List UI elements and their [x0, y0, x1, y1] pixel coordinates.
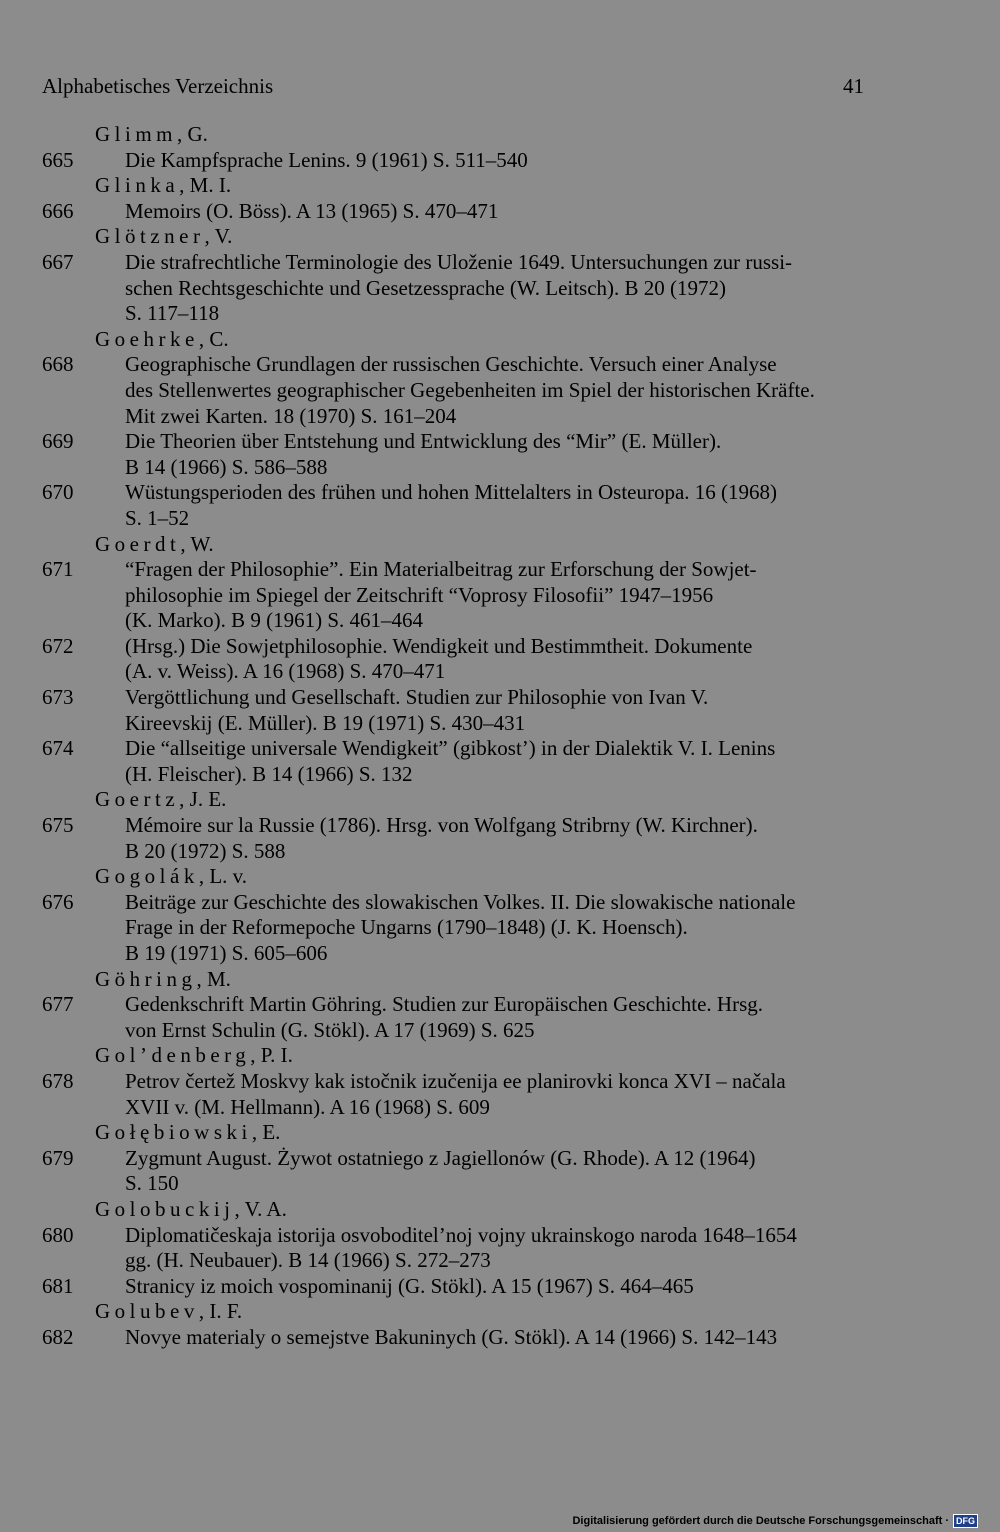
entry-number: 674 — [42, 736, 74, 761]
author-initials: M. — [207, 966, 231, 991]
author-initials: M. I. — [189, 173, 232, 198]
author-heading — [42, 1120, 882, 1146]
entry-line: Die “allseitige universale Wendigkeit” (gibkost’) in der Dialektik V. I. Lenins — [125, 736, 776, 761]
entry-line: Mit zwei Karten. 18 (1970) S. 161–204 — [125, 403, 457, 428]
entry-line: philosophie im Spiegel der Zeitschrift “Voprosy Filosofii” 1947–1956 — [125, 582, 714, 607]
entry-line: schen Rechtsgeschichte und Gesetzessprache (W. Leitsch). B 20 (1972) — [125, 275, 727, 300]
author-initials: J. E. — [189, 787, 227, 812]
entry-line: gg. (H. Neubauer). B 14 (1966) S. 272–273 — [125, 1248, 491, 1273]
entry-line: Die strafrechtliche Terminologie des Uloženie 1649. Untersuchungen zur russi- — [125, 249, 793, 274]
index-entry — [42, 557, 882, 634]
author-surname: Gogolák — [95, 864, 199, 889]
entry-line: (A. v. Weiss). A 16 (1968) S. 470–471 — [125, 659, 446, 684]
author-surname: Golubev — [95, 1299, 199, 1324]
entry-number: 670 — [42, 480, 74, 505]
page-number: 41 — [843, 74, 864, 98]
running-head-title: Alphabetisches Verzeichnis — [42, 74, 274, 98]
entry-line: Novye materialy o semejstve Bakuninych (G. Stökl). A 14 (1966) S. 142–143 — [125, 1324, 778, 1349]
author-separator: , — [198, 1299, 210, 1324]
entry-text — [125, 148, 882, 174]
entry-text — [125, 890, 882, 967]
entry-line: Kireevskij (E. Müller). B 19 (1971) S. 430–431 — [125, 710, 526, 735]
entry-text — [125, 1069, 882, 1120]
author-initials: V. A. — [244, 1196, 287, 1221]
author-heading — [42, 122, 882, 148]
entry-line: S. 1–52 — [125, 505, 190, 530]
entry-line: Vergöttlichung und Gesellschaft. Studien zur Philosophie von Ivan V. — [125, 685, 709, 710]
entry-text — [125, 480, 882, 531]
author-heading — [42, 532, 882, 558]
index-entry — [42, 199, 882, 225]
entry-line: Frage in der Reformepoche Ungarns (1790–1848) (J. K. Hoensch). — [125, 915, 688, 940]
index-entry — [42, 634, 882, 685]
author-separator: , — [177, 122, 188, 146]
author-initials: G. — [187, 122, 208, 146]
index-entry — [42, 148, 882, 174]
index-entry — [42, 890, 882, 967]
entry-line: Mémoire sur la Russie (1786). Hrsg. von Wolfgang Stribrny (W. Kirchner). — [125, 813, 758, 838]
index-entry — [42, 813, 882, 864]
entry-line: Petrov čertež Moskvy kak istočnik izučenija ee planirovki konca XVI – načala — [125, 1068, 786, 1093]
entry-line: Die Theorien über Entstehung und Entwicklung des “Mir” (E. Müller). — [125, 429, 722, 454]
entry-line: Geographische Grundlagen der russischen Geschichte. Versuch einer Analyse — [125, 352, 777, 377]
index-entry — [42, 992, 882, 1043]
author-surname: Glimm — [95, 122, 178, 146]
entry-number: 669 — [42, 429, 74, 454]
entry-number: 676 — [42, 889, 74, 914]
index-entry — [42, 480, 882, 531]
index-entry — [42, 1069, 882, 1120]
author-separator: , — [251, 1120, 263, 1145]
entry-line: XVII v. (M. Hellmann). A 16 (1968) S. 609 — [125, 1094, 490, 1119]
author-heading — [42, 1043, 882, 1069]
entry-text — [125, 1223, 882, 1274]
author-separator: , — [250, 1043, 261, 1068]
entry-line: Stranicy iz moich vospominanij (G. Stökl). A 15 (1967) S. 464–465 — [125, 1273, 694, 1298]
entry-text — [125, 557, 882, 634]
entry-line: Gedenkschrift Martin Göhring. Studien zur Europäischen Geschichte. Hrsg. — [125, 992, 763, 1017]
author-heading — [42, 864, 882, 890]
index-entry — [42, 1325, 882, 1351]
entry-text — [125, 1325, 882, 1351]
entry-text — [125, 429, 882, 480]
entry-line: Diplomatičeskaja istorija osvoboditel’noj vojny ukrainskogo naroda 1648–1654 — [125, 1222, 797, 1247]
entry-line: S. 117–118 — [125, 301, 220, 326]
author-heading — [42, 787, 882, 813]
author-heading — [42, 967, 882, 993]
author-initials: P. I. — [260, 1043, 293, 1068]
author-separator: , — [179, 787, 190, 812]
author-surname: Gołębiowski — [95, 1120, 252, 1145]
entry-text — [125, 250, 882, 327]
author-separator: , — [198, 326, 210, 351]
entry-number: 681 — [42, 1273, 74, 1298]
index-entry — [42, 429, 882, 480]
author-initials: V. — [214, 224, 233, 249]
author-surname: Glötzner — [95, 224, 205, 249]
author-heading — [42, 224, 882, 250]
entry-line: (H. Fleischer). B 14 (1966) S. 132 — [125, 761, 413, 786]
index-entry — [42, 1223, 882, 1274]
author-surname: Glinka — [95, 173, 180, 198]
entry-text — [125, 199, 882, 225]
entry-line: “Fragen der Philosophie”. Ein Materialbeitrag zur Erforschung der Sowjet- — [125, 557, 757, 582]
author-initials: E. — [262, 1120, 281, 1145]
author-separator: , — [196, 966, 207, 991]
entry-line: Memoirs (O. Böss). A 13 (1965) S. 470–471 — [125, 198, 499, 223]
entry-text — [125, 1274, 882, 1300]
author-surname: Göhring — [95, 966, 197, 991]
index-entries — [42, 122, 882, 1351]
author-separator: , — [234, 1196, 245, 1221]
author-surname: Goertz — [95, 787, 180, 812]
entry-text — [125, 813, 882, 864]
index-entry — [42, 1146, 882, 1197]
index-entry — [42, 250, 882, 327]
entry-text — [125, 352, 882, 429]
author-heading — [42, 1299, 882, 1325]
dfg-logo: DFG — [953, 1514, 978, 1528]
author-surname: Goehrke — [95, 326, 199, 351]
entry-line: von Ernst Schulin (G. Stökl). A 17 (1969) S. 625 — [125, 1017, 535, 1042]
entry-number: 673 — [42, 685, 74, 710]
entry-number: 679 — [42, 1145, 74, 1170]
entry-line: Zygmunt August. Żywot ostatniego z Jagiellonów (G. Rhode). A 12 (1964) — [125, 1145, 756, 1170]
entry-text — [125, 634, 882, 685]
entry-number: 678 — [42, 1068, 74, 1093]
author-heading — [42, 327, 882, 353]
author-heading — [42, 173, 882, 199]
author-separator: , — [204, 224, 215, 249]
digitization-credit-text: Digitalisierung gefördert durch die Deutsche Forschungsgemeinschaft · — [572, 1515, 949, 1527]
author-surname: Golobuckij — [95, 1196, 235, 1221]
running-head — [42, 72, 864, 100]
entry-line: (K. Marko). B 9 (1961) S. 461–464 — [125, 608, 424, 633]
author-initials: C. — [209, 326, 229, 351]
entry-text — [125, 992, 882, 1043]
entry-line: (Hrsg.) Die Sowjetphilosophie. Wendigkeit und Bestimmtheit. Dokumente — [125, 633, 753, 658]
entry-number: 668 — [42, 352, 74, 377]
author-surname: Goerdt — [95, 531, 181, 556]
entry-line: Die Kampfsprache Lenins. 9 (1961) S. 511–540 — [125, 147, 528, 172]
entry-number: 665 — [42, 147, 74, 172]
entry-number: 671 — [42, 557, 74, 582]
entry-number: 667 — [42, 249, 74, 274]
entry-number: 680 — [42, 1222, 74, 1247]
entry-line: des Stellenwertes geographischer Gegebenheiten im Spiel der historischen Kräfte. — [125, 377, 815, 402]
author-separator: , — [180, 531, 191, 556]
entry-line: Wüstungsperioden des frühen und hohen Mittelalters in Osteuropa. 16 (1968) — [125, 480, 778, 505]
author-initials: W. — [190, 531, 214, 556]
entry-text — [125, 685, 882, 736]
author-separator: , — [198, 864, 210, 889]
entry-line: S. 150 — [125, 1171, 179, 1196]
author-initials: L. v. — [209, 864, 248, 889]
entry-line: B 20 (1972) S. 588 — [125, 838, 286, 863]
entry-number: 682 — [42, 1324, 74, 1349]
entry-line: B 19 (1971) S. 605–606 — [125, 941, 328, 965]
entry-text — [125, 736, 882, 787]
entry-number: 666 — [42, 198, 74, 223]
index-entry — [42, 352, 882, 429]
entry-number: 672 — [42, 633, 74, 658]
author-surname: Gol’denberg — [95, 1043, 251, 1068]
digitization-credit — [572, 1514, 978, 1528]
entry-number: 675 — [42, 813, 74, 838]
index-entry — [42, 736, 882, 787]
entry-number: 677 — [42, 992, 74, 1017]
author-separator: , — [179, 173, 190, 198]
entry-line: B 14 (1966) S. 586–588 — [125, 454, 328, 479]
entry-text — [125, 1146, 882, 1197]
index-entry — [42, 1274, 882, 1300]
entry-line: Beiträge zur Geschichte des slowakischen Volkes. II. Die slowakische nationale — [125, 889, 796, 914]
author-initials: I. F. — [209, 1299, 243, 1324]
author-heading — [42, 1197, 882, 1223]
index-entry — [42, 685, 882, 736]
